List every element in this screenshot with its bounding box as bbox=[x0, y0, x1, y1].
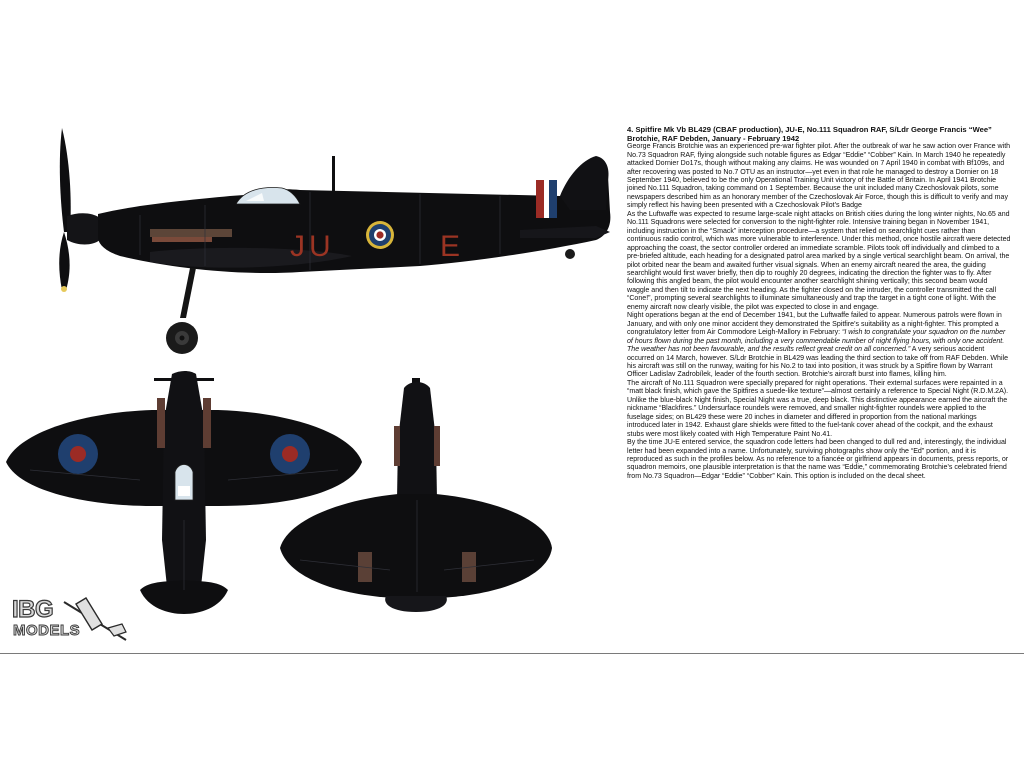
paragraph-night-operations-accident: A very serious accident occurred on 14 March, however. S/Ldr Brotchie in BL429 was leading the third section to take off from RAF Debden. While his aircraft was still on the runway, waiting for his No.2 to taxi into position, it was struck by a Spitfire flown by Warrant Officer Ladislav Zadrobílek, leader of the fourth section. Brotchie’s aircraft burst into flames, killing him. bbox=[627, 346, 1008, 379]
wing-roundel-left bbox=[58, 434, 98, 474]
paragraph-code-letters: By the time JU-E entered service, the squadron code letters had been changed to dull red and, interestingly, the individual letter had been expanded into a name. Unfortunately, surviving photographs show only the “Ed” portion, and it is reproduced as such in the profiles below. As no reference to a fiancée or girlfriend appears in documents, press reports, or squadron memoirs, one plausible interpretation is that the name was “Eddie,” commemorating Brotchie’s celebrated friend from No.73 Squadron—Edgar “Eddie” “Cobber” Kain. This option is included on the decal sheet. bbox=[627, 439, 1009, 480]
paragraph-night-operations bbox=[627, 312, 1011, 380]
code-letters: JU bbox=[290, 230, 335, 263]
logo-aircraft-icon bbox=[62, 594, 132, 648]
page-title: 4. Spitfire Mk Vb BL429 (CBAF production), JU-E, No.111 Squadron RAF, S/Ldr George Francis “Wee” Brotchie, RAF Debden, January - February 1942 bbox=[627, 125, 992, 143]
paragraph-night-fighter-training: As the Luftwaffe was expected to resume large-scale night attacks on British cities during the long winter nights, No.65 and No.111 Squadrons were selected for conversion to the night-fighter role. Intensive training began in November 1941, including instruction in the “Smack” interception procedure—a system that relied on searchlight cues rather than continuous radio control, which was more vulnerable to interference. Under this method, once hostile aircraft were detected approaching the coast, the sector controller ordered an immediate scramble. Pilots took off individually and climbed to a pre-briefed altitude, each heading for a designated patrol area marked by a single vertical searchlight beam. On arrival, the pilot orbited near the beam and awaited further visual signals. When an enemy aircraft neared the area, the guiding searchlight would first waver briefly, then dip to roughly 20 degrees, indicating the direction the fighter was to fly. After following this angled beam, the pilot would encounter another searchlight shining vertically; this second beam would waggle and then tilt to indicate the next heading. As the fighter closed on the intruder, the controller transmitted the call “Cone!”, prompting several searchlights to illuminate simultaneously and trap the target in a tight cone of light. With the enemy aircraft now clearly visible, the pilot was expected to close in and engage. bbox=[627, 210, 1011, 311]
leigh-mallory-quote: “I wish to congratulate your squadron on the number of hours flown during the past month, including a very commendable number of night flying hours, with only one accident. The weather has not been favourable, and the results reflect great credit on all concerned.” bbox=[627, 329, 1006, 354]
ibg-models-logo bbox=[4, 594, 132, 650]
side-profile bbox=[59, 128, 610, 354]
footer-divider bbox=[0, 653, 1024, 654]
paragraph-special-night-finish: The aircraft of No.111 Squadron were specially prepared for night operations. Their external surfaces were repainted in a “matt black finish, which gave the Spitfires a suede-like texture”—almost certainly a reference to Special Night (R.D.M.2A). Unlike the blue-black Night finish, Special Night was a true, deep black. This distinctive appearance earned the aircraft the nickname “Blackfires.” Undersurface roundels were removed, and smaller night-fighter roundels were applied to the fuselage sides; on BL429 these were 20 inches in diameter and differed in proportion from the national markings introduced later in 1942. Exhaust glare shields were fitted to the fuel-tank cover ahead of the cockpit, and the exhaust stubs were most likely coated with High Temperature Paint No.41. bbox=[627, 379, 1009, 438]
logo-ibg-text: IBG bbox=[12, 596, 54, 623]
paragraph-career: George Francis Brotchie was an experienced pre-war fighter pilot. After the outbreak of war he saw action over France with No.73 Squadron RAF, flying alongside such notable figures as Edgar “Eddie” “Cobber” Kain. In March 1940 he repeatedly attacked Dornier Do17s, though without making any claims. He was wounded on 7 April 1940 in combat with Bf109s, and after recovering was posted to No.7 OTU as an instructor—yet even in that role he managed to destroy a Dornier on 18 September 1940, believed to be the only Operational Training Unit victory of the Battle of Britain. In April 1941 Brotchie joined No.111 Squadron, taking command on 1 September. Because the unit included many Czechoslovak pilots, some newspapers described him as an honorary member of the Czechoslovak Air Force, though this is difficult to verify and may simply reflect his having been presented with a Czechoslovak Pilot’s Badge bbox=[627, 143, 1011, 210]
wing-roundel-right bbox=[270, 434, 310, 474]
individual-letter: E bbox=[440, 230, 461, 263]
description-column bbox=[627, 126, 1011, 481]
tail-wheel bbox=[565, 249, 575, 259]
fin-flash bbox=[536, 180, 557, 218]
bottom-wing bbox=[280, 494, 552, 598]
bottom-view bbox=[280, 378, 552, 612]
logo-models-text: MODELS bbox=[13, 622, 81, 639]
paragraph-night-operations-intro: Night operations began at the end of December 1941, but the Luftwaffe failed to appear. Numerous patrols were flown in January, and with only one minor accident they demonstrated the Spitfire’s suitability as a night-fighter. This prompted a congratulatory letter from Air Commodore Leigh-Mallory in February: bbox=[627, 312, 1002, 337]
